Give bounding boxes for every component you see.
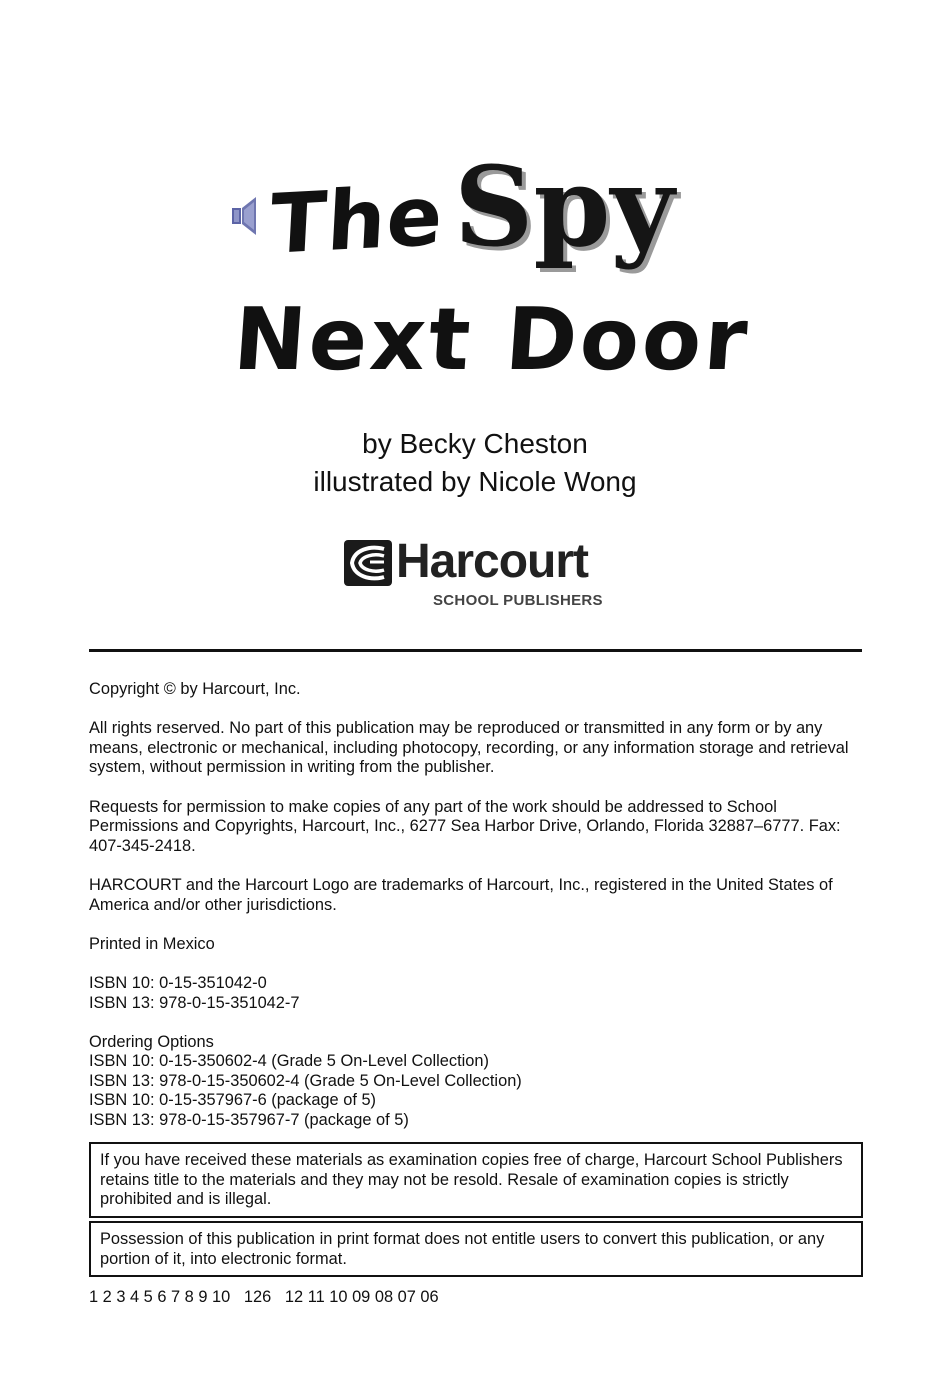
- copyright-line: Copyright © by Harcourt, Inc.: [89, 680, 301, 698]
- possession-notice: Possession of this publication in print format does not entitle users to convert this publication, or any portion of it, into electronic format.: [89, 1221, 863, 1277]
- ordering-item: ISBN 10: 0-15-350602-4 (Grade 5 On-Level Collection): [89, 1052, 489, 1071]
- divider: [89, 649, 862, 652]
- requests-paragraph: Requests for permission to make copies of any part of the work should be addressed to School Permissions and Copyrights, Harcourt, Inc., 6277 Sea Harbor Drive, Orlando, Florida 32887–6777. Fax: 407-345-2418.: [89, 797, 841, 855]
- isbn13: ISBN 13: 978-0-15-351042-7: [89, 993, 300, 1012]
- printed-in: Printed in Mexico: [89, 934, 215, 953]
- copyright-section: [89, 680, 864, 1131]
- publisher-logo: [344, 535, 614, 615]
- illustrator-byline: illustrated by Nicole Wong: [313, 466, 637, 497]
- speaker-icon[interactable]: [232, 197, 258, 235]
- publisher-subtitle: SCHOOL PUBLISHERS: [433, 592, 603, 609]
- author-byline: by Becky Cheston: [362, 428, 588, 459]
- ordering-title: Ordering Options: [89, 1032, 214, 1051]
- title-the: The: [268, 168, 446, 273]
- title-first-line: [268, 142, 688, 290]
- title-spy: Spy: [454, 142, 675, 271]
- rights-paragraph: All rights reserved. No part of this publication may be reproduced or transmitted in any form or by any means, electronic or mechanical, including photocopy, recording, or any information storage and retrieval system, without permission in writing from the publisher.: [89, 719, 849, 777]
- ordering-item: ISBN 10: 0-15-357967-6 (package of 5): [89, 1091, 377, 1110]
- isbn10: ISBN 10: 0-15-351042-0: [89, 973, 267, 992]
- ordering-item: ISBN 13: 978-0-15-350602-4 (Grade 5 On-Level Collection): [89, 1071, 522, 1090]
- examination-notice: If you have received these materials as examination copies free of charge, Harcourt School Publishers retains title to the materials and they may not be resold. Resale of examination copies is strictly prohibited and is illegal.: [89, 1142, 863, 1218]
- ordering-options: [89, 1033, 864, 1131]
- publisher-name: Harcourt: [396, 535, 589, 588]
- ordering-item: ISBN 13: 978-0-15-357967-7 (package of 5): [89, 1111, 409, 1130]
- print-line: 1 2 3 4 5 6 7 8 9 10 126 12 11 10 09 08 07 06: [89, 1288, 439, 1306]
- title-next-door: Next Door: [230, 290, 754, 390]
- isbn-block: [89, 974, 864, 1013]
- harcourt-logo-mark-icon: [344, 540, 392, 586]
- trademarks-paragraph: HARCOURT and the Harcourt Logo are trademarks of Harcourt, Inc., registered in the United States of America and/or other jurisdictions.: [89, 875, 833, 914]
